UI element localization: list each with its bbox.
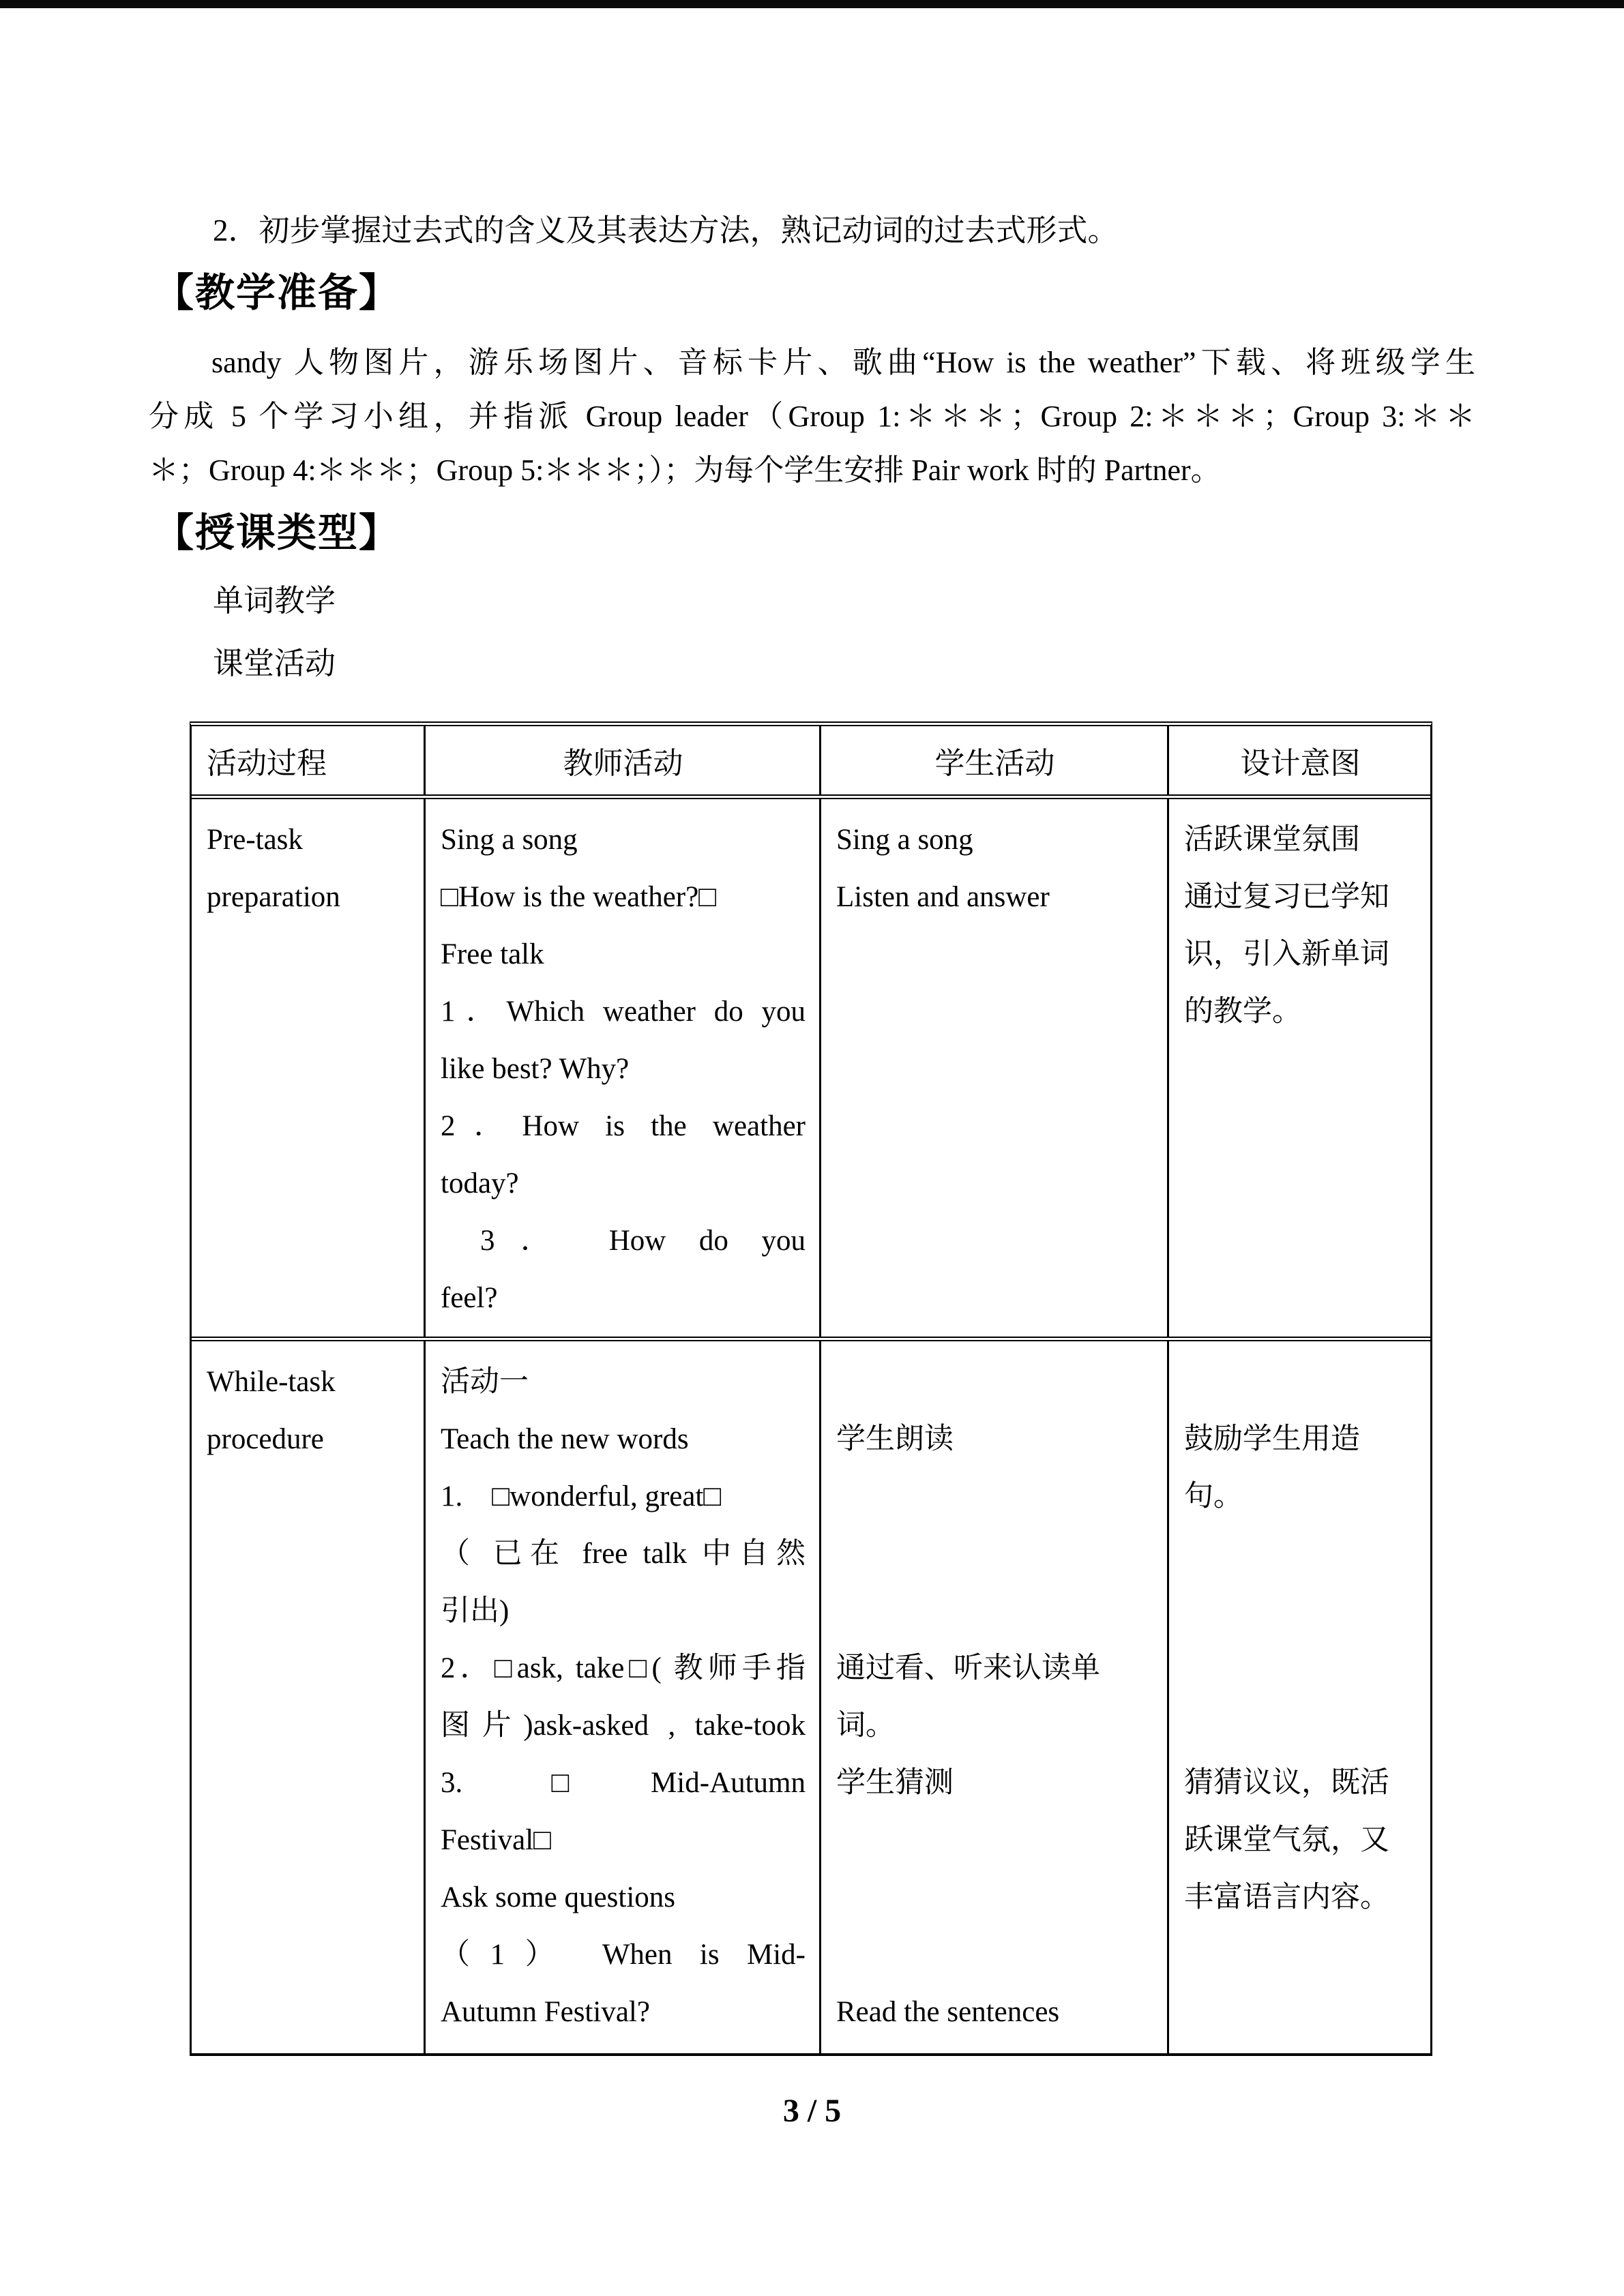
paragraph-line: sandy 人物图片，游乐场图片、音标卡片、歌曲“How is the weather”下载、将班级学生 (211, 346, 1475, 379)
cell-line (1184, 1525, 1417, 1583)
table-header-row (192, 726, 1430, 799)
cell-line: 鼓励学生用造 (1184, 1423, 1360, 1455)
teacher-activity-cell (426, 799, 821, 1337)
cell-line (836, 1354, 1153, 1411)
cell-line: 图片)ask-asked , take-took (441, 1710, 806, 1742)
cell-line: 1. □wonderful, great□ (441, 1480, 722, 1512)
cell-line (836, 1812, 1153, 1869)
cell-line: 学生猜测 (836, 1767, 954, 1799)
cell-line: 猜猜议议，既活 (1184, 1767, 1389, 1799)
cell-line: 跃课堂气氛，又 (1184, 1824, 1389, 1856)
cell-line (836, 1525, 1153, 1583)
activity-table (190, 721, 1432, 2056)
cell-line (836, 1926, 1153, 1984)
cell-line: 通过复习已学知 (1184, 881, 1389, 913)
cell-line: 引出) (441, 1595, 510, 1627)
section-title-teaching-preparation: 【教学准备】 (154, 271, 400, 315)
cell-line: Read the sentences (836, 1996, 1060, 2028)
table-header-teacher-activity: 教师活动 (426, 726, 821, 794)
cell-line (1184, 1583, 1417, 1640)
cell-line: （1） When is Mid- (441, 1939, 806, 1971)
cell-line: Pre-task (207, 824, 303, 856)
cell-line: feel? (441, 1282, 498, 1314)
cell-line: like best? Why? (441, 1053, 630, 1085)
cell-line: Autumn Festival? (441, 1996, 650, 2028)
table-row-pre-task (192, 799, 1430, 1341)
cell-line: Festival□ (441, 1824, 552, 1856)
cell-line: Ask some questions (441, 1881, 675, 1913)
cell-line: 2．How is the weather (441, 1110, 806, 1142)
cell-line: Free talk (441, 938, 544, 970)
cell-line: 活动一 (441, 1366, 529, 1398)
cell-line: Teach the new words (441, 1423, 689, 1455)
design-intent-cell (1169, 1341, 1430, 2053)
cell-line: procedure (207, 1423, 324, 1455)
cell-line: 2．□ask, take□( 教师手指 (441, 1652, 806, 1684)
cell-line: 的教学。 (1184, 996, 1301, 1028)
paragraph-line: 分成 5 个学习小组，并指派 Group leader（Group 1:＊＊＊；Group 2:＊＊＊；Group 3:＊＊ (149, 400, 1475, 433)
cell-line (1184, 1926, 1417, 1984)
stage-cell (192, 799, 426, 1337)
cell-line: Listen and answer (836, 881, 1050, 913)
cell-line: □How is the weather?□ (441, 881, 717, 913)
table-header-activity-process: 活动过程 (192, 726, 426, 794)
cell-line (836, 1869, 1153, 1926)
cell-line (836, 1583, 1153, 1640)
cell-line (1184, 1697, 1417, 1755)
teacher-activity-cell (426, 1341, 821, 2053)
cell-line: 通过看、听来认读单 (836, 1652, 1100, 1684)
cell-line: Sing a song (836, 824, 973, 856)
design-intent-cell (1169, 799, 1430, 1337)
cell-line (836, 1468, 1153, 1525)
cell-line: 丰富语言内容。 (1184, 1881, 1389, 1913)
cell-line (1184, 1984, 1417, 2041)
cell-line: today? (441, 1167, 519, 1199)
intro-line: 2．初步掌握过去式的含义及其表达方法，熟记动词的过去式形式。 (213, 213, 1119, 248)
student-activity-cell (821, 799, 1169, 1337)
cell-line: While-task (207, 1366, 336, 1398)
paragraph-line: ＊；Group 4:＊＊＊；Group 5:＊＊＊；）；为每个学生安排 Pair work 时的 Partner。 (149, 453, 1221, 487)
cell-line: 词。 (836, 1710, 895, 1742)
student-activity-cell (821, 1341, 1169, 2053)
cell-line: 3． How do you (480, 1225, 806, 1257)
table-row-while-task (192, 1341, 1430, 2053)
page-top-border (0, 0, 1624, 8)
cell-line (1184, 1354, 1417, 1411)
cell-line: preparation (207, 881, 340, 913)
table-header-student-activity: 学生活动 (821, 726, 1169, 794)
cell-line: 学生朗读 (836, 1423, 954, 1455)
section-title-lesson-type: 【授课类型】 (154, 511, 400, 555)
cell-line: 活跃课堂氛围 (1184, 824, 1360, 856)
cell-line (1184, 1640, 1417, 1697)
stage-cell (192, 1341, 426, 2053)
table-header-design-intent: 设计意图 (1240, 747, 1361, 780)
cell-line: 识，引入新单词 (1184, 938, 1389, 970)
lesson-type-class-activity: 课堂活动 (213, 646, 336, 681)
cell-line: （ 已在 free talk 中自然 (441, 1538, 806, 1570)
lesson-type-word-teaching: 单词教学 (213, 584, 336, 618)
cell-line: 1．Which weather do you (441, 996, 806, 1028)
cell-line: 句。 (1184, 1480, 1243, 1512)
cell-line: Sing a song (441, 824, 578, 856)
preparation-paragraph (149, 336, 1475, 497)
page-number: 3 / 5 (782, 2093, 842, 2129)
cell-line: 3. □Mid-Autumn (441, 1767, 806, 1799)
